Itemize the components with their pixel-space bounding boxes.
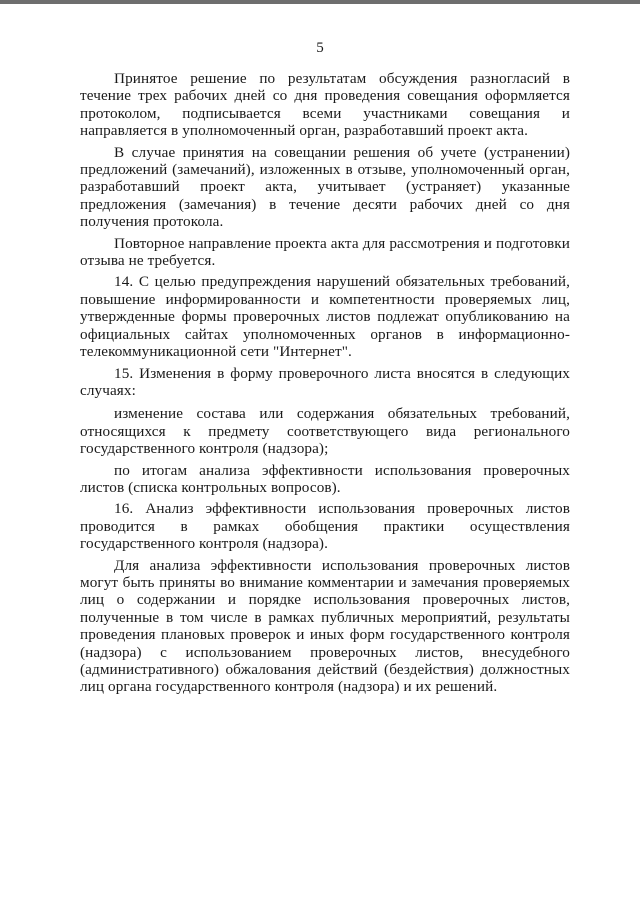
page-number: 5	[316, 40, 324, 56]
paragraph-accounting: В случае принятия на совещании решения об учете (устранении) предложений (замечаний), изложенных в отзыве, уполномоченный орган, разработавший проект акта, учитывает (устраняет) указанные предложения (замечания) в течение десяти рабочих дней со дня получения протокола.	[80, 143, 570, 231]
document-body	[80, 70, 570, 696]
paragraph-protocol: Принятое решение по результатам обсуждения разногласий в течение трех рабочих дней со дня проведения совещания оформляется протоколом, подписывается всеми участниками совещания и направляется в уполномоченный орган, разработавший проект акта.	[80, 70, 570, 140]
paragraph-item-16: 16. Анализ эффективности использования проверочных листов проводится в рамках обобщения практики осуществления государственного контроля (надзора).	[80, 500, 570, 553]
paragraph-case-analysis: по итогам анализа эффективности использования проверочных листов (списка контрольных вопросов).	[80, 461, 570, 496]
paragraph-resubmission: Повторное направление проекта акта для рассмотрения и подготовки отзыва не требуется.	[80, 234, 570, 270]
paragraph-item-14: 14. С целью предупреждения нарушений обязательных требований, повышение информированности и компетентности проверяемых лиц, утвержденные формы проверочных листов подлежат опубликованию на официальных сайтах уполномоченных органов в информационно-телекоммуникационной сети "Интернет".	[80, 273, 570, 361]
paragraph-item-15: 15. Изменения в форму проверочного листа вносятся в следующих случаях:	[80, 364, 570, 399]
paragraph-case-requirements: изменение состава или содержания обязательных требований, относящихся к предмету соответствующего вида регионального государственного контроля (надзора);	[80, 405, 570, 458]
paragraph-analysis-details: Для анализа эффективности использования проверочных листов могут быть приняты во внимание комментарии и замечания проверяемых лиц о содержании и порядке использования проверочных листов, полученные в том числе в рамках публичных мероприятий, результаты проведения плановых проверок и иных форм государственного контроля (надзора) с использованием проверочных листов, внесудебного (административного) обжалования действий (бездействия) должностных лиц органа государственного контроля (надзора) и их решений.	[80, 556, 570, 696]
scan-top-border	[0, 0, 640, 4]
